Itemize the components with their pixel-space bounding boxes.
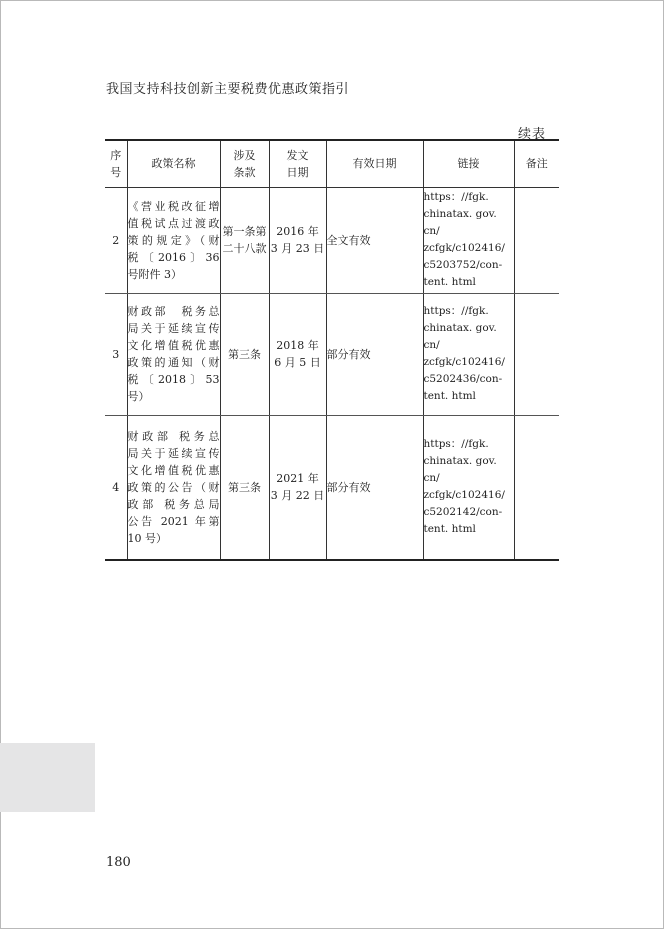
header-link: 链接 — [423, 140, 514, 187]
table-row — [105, 293, 559, 415]
header-articles: 涉及 条款 — [220, 140, 269, 187]
header-validity: 有效日期 — [326, 140, 423, 187]
policy-table — [105, 139, 559, 561]
row-remark — [514, 293, 559, 415]
row-issue-date: 2016 年 3 月 23 日 — [269, 187, 326, 293]
row-validity: 部分有效 — [326, 293, 423, 415]
header-policy-name: 政策名称 — [127, 140, 220, 187]
row-articles: 第三条 — [220, 415, 269, 560]
table-row — [105, 187, 559, 293]
row-validity: 部分有效 — [326, 415, 423, 560]
header-seq: 序 号 — [105, 140, 127, 187]
table-header-row — [105, 140, 559, 187]
row-remark — [514, 415, 559, 560]
row-link[interactable]: https：//fgk. chinatax. gov. cn/ zcfgk/c102416/ c5203752/con- tent. html — [423, 187, 514, 293]
continued-label: 续表 — [518, 127, 547, 142]
row-policy-name: 《营业税改征增 值税试点过渡政 策的规定》（财 税〔2016〕36 号附件 3） — [127, 187, 220, 293]
table-row — [105, 415, 559, 560]
row-remark — [514, 187, 559, 293]
header-issue-date: 发文 日期 — [269, 140, 326, 187]
row-validity: 全文有效 — [326, 187, 423, 293]
row-seq: 4 — [105, 415, 127, 560]
row-link[interactable]: https：//fgk. chinatax. gov. cn/ zcfgk/c102416/ c5202436/con- tent. html — [423, 293, 514, 415]
row-link[interactable]: https：//fgk. chinatax. gov. cn/ zcfgk/c102416/ c5202142/con- tent. html — [423, 415, 514, 560]
row-articles: 第一条第 二十八款 — [220, 187, 269, 293]
row-issue-date: 2018 年 6 月 5 日 — [269, 293, 326, 415]
header-remark: 备注 — [514, 140, 559, 187]
page-number: 180 — [106, 855, 131, 870]
row-policy-name: 财政部 税务总 局关于延续宣传 文化增值税优惠 政策的通知（财 税〔2018〕53 号） — [127, 293, 220, 415]
row-issue-date: 2021 年 3 月 22 日 — [269, 415, 326, 560]
section-tab-marker — [0, 743, 95, 812]
running-header: 我国支持科技创新主要税费优惠政策指引 — [106, 82, 350, 97]
row-seq: 2 — [105, 187, 127, 293]
row-seq: 3 — [105, 293, 127, 415]
row-articles: 第三条 — [220, 293, 269, 415]
row-policy-name: 财政部 税务总 局关于延续宣传 文化增值税优惠 政策的公告（财 政部 税务总局 公告 2021 年第 10 号） — [127, 415, 220, 560]
